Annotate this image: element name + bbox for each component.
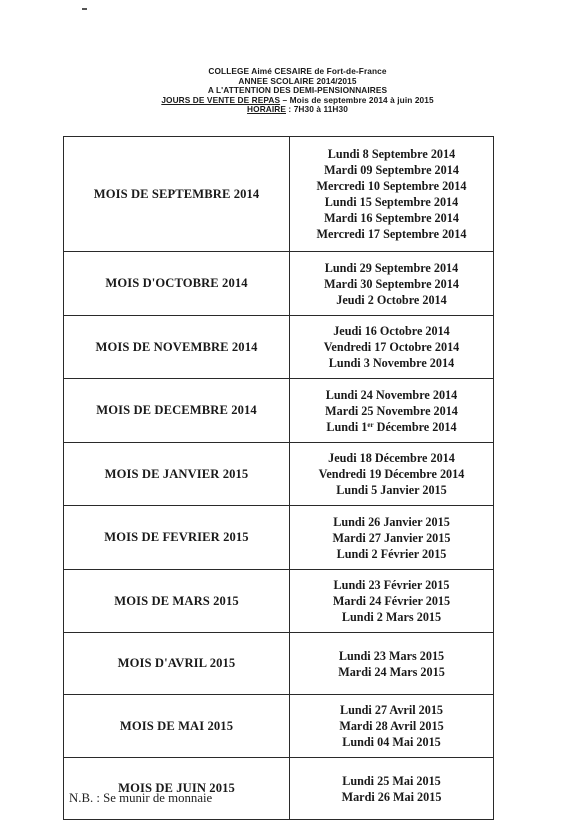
footnote: N.B. : Se munir de monnaie [69, 791, 213, 805]
document-header [100, 67, 495, 115]
month-cell: MOIS DE JANVIER 2015 [64, 443, 290, 506]
sale-date: Lundi 29 Septembre 2014 [324, 260, 459, 275]
schedule-row [64, 695, 494, 758]
school-year: ANNEE SCOLAIRE 2014/2015 [238, 75, 357, 86]
schedule-row [64, 443, 494, 506]
scan-mark [82, 8, 87, 10]
month-cell: MOIS DE SEPTEMBRE 2014 [64, 137, 290, 252]
sale-date: Mardi 25 Novembre 2014 [325, 403, 458, 418]
month-cell: MOIS DE MAI 2015 [64, 695, 290, 758]
school-name: COLLEGE Aimé CESAIRE de Fort-de-France [208, 66, 387, 76]
month-cell: MOIS D'OCTOBRE 2014 [64, 252, 290, 316]
schedule-row [64, 633, 494, 695]
dates-cell [290, 695, 494, 758]
sale-date: Lundi 1er Décembre 2014 [326, 419, 457, 434]
sale-date: Mardi 26 Mai 2015 [341, 789, 442, 804]
dates-cell [290, 758, 494, 820]
sale-date: Jeudi 18 Décembre 2014 [328, 451, 455, 465]
hours-line [100, 105, 495, 115]
schedule-body [64, 137, 494, 820]
sale-date: Mardi 24 Mars 2015 [338, 664, 445, 679]
sale-days-label: JOURS DE VENTE DE REPAS [161, 94, 281, 105]
month-cell: MOIS DE NOVEMBRE 2014 [64, 316, 290, 379]
sale-date: Lundi 23 Mars 2015 [338, 648, 445, 663]
sale-date: Mardi 24 Février 2015 [332, 594, 451, 608]
hours-value: : 7H30 à 11H30 [286, 104, 348, 115]
sale-date: Lundi 27 Avril 2015 [339, 703, 444, 717]
sale-date: Lundi 8 Septembre 2014 [327, 147, 456, 161]
sale-date: Mardi 16 Septembre 2014 [324, 211, 459, 225]
dates-cell [290, 506, 494, 570]
schedule-row [64, 252, 494, 316]
month-cell: MOIS DE FEVRIER 2015 [64, 506, 290, 570]
sale-date: Jeudi 2 Octobre 2014 [336, 292, 447, 307]
dates-cell [290, 443, 494, 506]
sale-date: Mercredi 17 Septembre 2014 [316, 227, 467, 241]
schedule-row [64, 316, 494, 379]
schedule-row [64, 137, 494, 252]
sale-date: Jeudi 16 Octobre 2014 [333, 324, 450, 338]
meal-sale-schedule-table [63, 136, 494, 820]
sale-date: Lundi 23 Février 2015 [333, 578, 450, 592]
dates-cell [290, 137, 494, 252]
sale-date: Lundi 2 Février 2015 [336, 546, 447, 561]
month-cell: MOIS DE MARS 2015 [64, 570, 290, 633]
sale-date: Mardi 09 Septembre 2014 [324, 163, 459, 177]
dates-cell [290, 316, 494, 379]
sale-date: Lundi 5 Janvier 2015 [336, 483, 447, 497]
sale-date: Lundi 24 Novembre 2014 [325, 387, 458, 402]
sale-date: Vendredi 19 Décembre 2014 [318, 467, 465, 481]
dates-cell [290, 570, 494, 633]
sale-date: Mercredi 10 Septembre 2014 [316, 179, 467, 193]
sale-date: Mardi 30 Septembre 2014 [324, 276, 459, 291]
schedule-row [64, 758, 494, 820]
audience-line: A L'ATTENTION DES DEMI-PENSIONNAIRES [207, 85, 388, 96]
sale-date: Vendredi 17 Octobre 2014 [323, 340, 460, 354]
dates-cell [290, 379, 494, 443]
month-cell: MOIS D'AVRIL 2015 [64, 633, 290, 695]
dates-cell [290, 633, 494, 695]
sale-date: Mardi 28 Avril 2015 [339, 719, 444, 733]
month-cell: MOIS DE DECEMBRE 2014 [64, 379, 290, 443]
schedule-row [64, 379, 494, 443]
sale-date: Mardi 27 Janvier 2015 [332, 530, 451, 545]
sale-date: Lundi 15 Septembre 2014 [324, 195, 459, 209]
schedule-row [64, 506, 494, 570]
sale-date: Lundi 04 Mai 2015 [342, 735, 441, 749]
sale-days-period: – Mois de septembre 2014 à juin 2015 [280, 94, 434, 105]
month-cell: MOIS DE JUIN 2015 [64, 758, 290, 820]
dates-cell [290, 252, 494, 316]
hours-label: HORAIRE [247, 104, 287, 115]
sale-date: Lundi 2 Mars 2015 [341, 610, 442, 624]
schedule-row [64, 570, 494, 633]
sale-date: Lundi 3 Novembre 2014 [328, 356, 455, 370]
sale-date: Lundi 25 Mai 2015 [342, 773, 441, 788]
sale-date: Lundi 26 Janvier 2015 [333, 514, 450, 529]
